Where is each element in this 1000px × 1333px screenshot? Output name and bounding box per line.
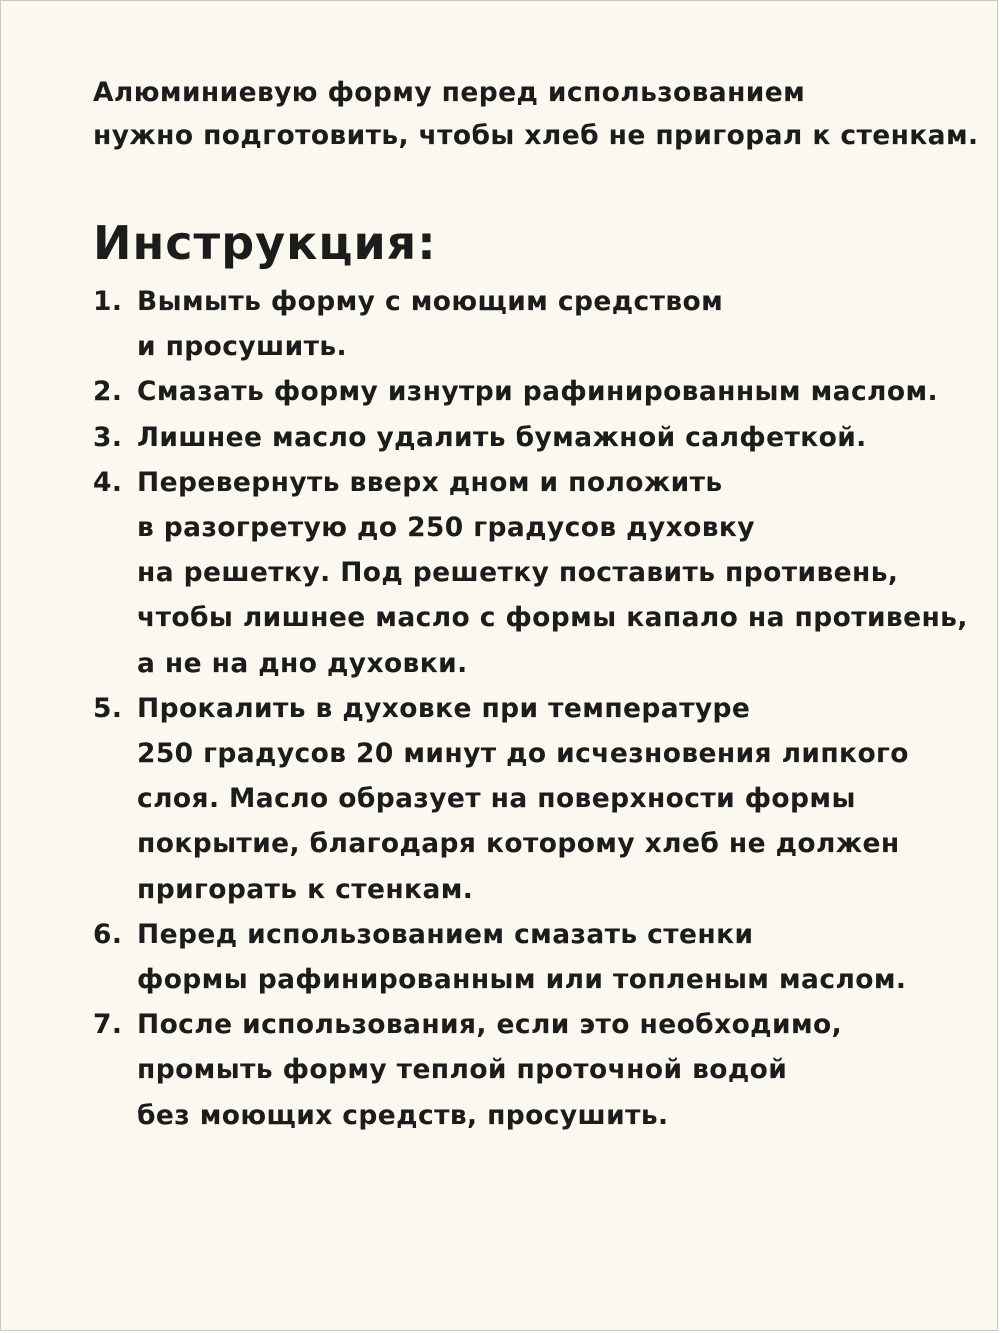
step-text: 250 градусов 20 минут до исчезновения липкого bbox=[137, 738, 909, 770]
step-line bbox=[93, 505, 973, 550]
step-line bbox=[93, 324, 973, 369]
instruction-heading: Инструкция: bbox=[93, 216, 437, 270]
step-line bbox=[93, 415, 973, 460]
step-line bbox=[93, 957, 973, 1002]
step-number: 3. bbox=[93, 421, 123, 453]
step-text: и просушить. bbox=[137, 331, 347, 363]
instruction-step bbox=[93, 912, 973, 1002]
step-text: промыть форму теплой проточной водой bbox=[137, 1054, 788, 1086]
step-line bbox=[93, 776, 973, 821]
step-text: Вымыть форму с моющим средством bbox=[137, 286, 724, 317]
step-line bbox=[93, 641, 973, 686]
step-line bbox=[93, 1093, 973, 1138]
intro-line: нужно подготовить, чтобы хлеб не пригорал к стенкам. bbox=[93, 120, 979, 151]
step-text: а не на дно духовки. bbox=[137, 647, 468, 679]
step-line bbox=[93, 686, 973, 731]
step-text: чтобы лишнее масло с формы капало на противень, bbox=[137, 602, 968, 634]
step-line bbox=[93, 1002, 973, 1047]
step-text: Прокалить в духовке при температуре bbox=[137, 692, 751, 724]
step-line bbox=[93, 912, 973, 957]
step-text: в разогретую до 250 градусов духовку bbox=[137, 512, 755, 544]
instruction-step bbox=[93, 686, 973, 912]
step-line bbox=[93, 731, 973, 776]
intro-text bbox=[93, 71, 979, 157]
step-line bbox=[93, 821, 973, 866]
step-text: Перевернуть вверх дном и положить bbox=[137, 466, 723, 498]
step-line bbox=[93, 460, 973, 505]
step-text: покрытие, благодаря которому хлеб не должен bbox=[137, 828, 900, 860]
step-text: Лишнее масло удалить бумажной салфеткой. bbox=[137, 421, 867, 453]
instruction-step bbox=[93, 369, 973, 414]
step-line bbox=[93, 867, 973, 912]
step-line bbox=[93, 369, 973, 414]
step-line bbox=[93, 550, 973, 595]
step-text: После использования, если это необходимо, bbox=[137, 1009, 843, 1041]
step-line bbox=[93, 279, 973, 324]
step-number: 7. bbox=[93, 1009, 123, 1041]
step-number: 1. bbox=[93, 286, 123, 317]
step-number: 4. bbox=[93, 466, 123, 498]
step-text: Смазать форму изнутри рафинированным маслом. bbox=[137, 376, 938, 408]
step-line bbox=[93, 595, 973, 640]
instruction-steps-list bbox=[93, 279, 973, 1138]
step-text: Перед использованием смазать стенки bbox=[137, 918, 754, 950]
step-text: слоя. Масло образует на поверхности формы bbox=[137, 783, 856, 815]
step-text: формы рафинированным или топленым маслом. bbox=[137, 964, 907, 996]
step-number: 2. bbox=[93, 376, 123, 408]
step-line bbox=[93, 1047, 973, 1092]
instruction-step bbox=[93, 415, 973, 460]
step-number: 6. bbox=[93, 918, 123, 950]
intro-line: Алюминиевую форму перед использованием bbox=[93, 77, 806, 108]
instruction-step bbox=[93, 279, 973, 369]
step-text: пригорать к стенкам. bbox=[137, 873, 474, 905]
instruction-step bbox=[93, 1002, 973, 1138]
step-text: без моющих средств, просушить. bbox=[137, 1099, 669, 1131]
step-number: 5. bbox=[93, 692, 123, 724]
step-text: на решетку. Под решетку поставить противень, bbox=[137, 557, 899, 589]
instruction-step bbox=[93, 460, 973, 686]
